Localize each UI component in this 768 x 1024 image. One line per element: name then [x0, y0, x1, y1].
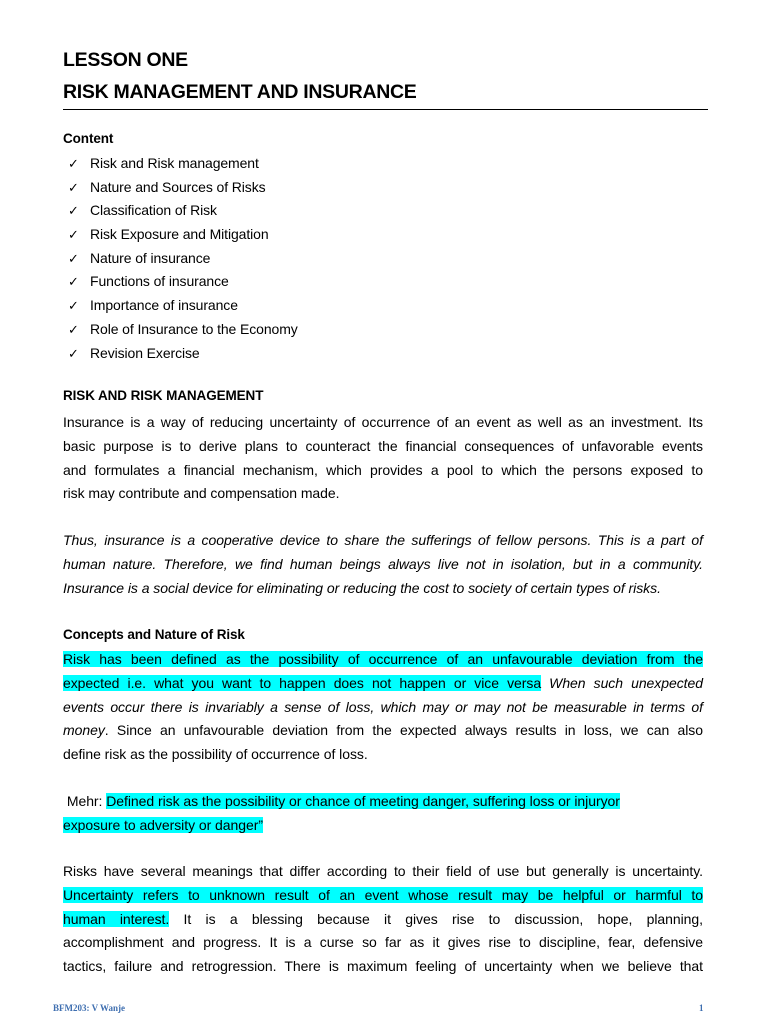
content-list [68, 152, 298, 365]
check-icon: ✓ [68, 345, 79, 361]
highlighted-text: Risk has been defined as the possibility of occurrence of an unfavourable deviation from the [63, 651, 703, 667]
text-span: It is a blessing because it gives rise to discussion, hope, planning, [169, 910, 703, 927]
paragraph-insurance-definition [63, 411, 703, 506]
highlighted-text: Uncertainty refers to unknown result of an event whose result may be helpful or harmful to [63, 886, 703, 903]
footer-page-number: 1 [699, 1003, 704, 1013]
footer-course-author: BFM203: V Wanje [53, 1003, 126, 1013]
italic-text: When such unexpected [541, 674, 703, 691]
content-list-item [68, 318, 298, 342]
highlighted-text: expected i.e. what you want to happen does not happen or vice versa [63, 674, 542, 691]
text-line [63, 814, 703, 838]
text-line: basic purpose is to derive plans to counteract the financial consequences of unfavorable events [63, 437, 703, 454]
content-list-item [68, 152, 298, 176]
content-list-item-label: Nature and Sources of Risks [90, 178, 266, 195]
content-list-item-label: Risk Exposure and Mitigation [90, 226, 269, 243]
content-list-item [68, 223, 298, 247]
paragraph-mehr-definition [63, 790, 703, 838]
text-line [63, 719, 703, 743]
content-list-item-label: Role of Insurance to the Economy [90, 320, 298, 337]
content-list-item [68, 294, 298, 318]
text-line: risk may contribute and compensation made. [63, 485, 340, 502]
content-heading: Content [63, 131, 114, 146]
text-line [63, 790, 703, 814]
paragraph-cooperative-device [63, 529, 703, 600]
check-icon: ✓ [68, 156, 79, 171]
highlighted-text: human interest. [63, 910, 170, 927]
check-icon: ✓ [68, 274, 79, 290]
text-span: Mehr: [63, 793, 107, 809]
check-icon: ✓ [68, 179, 79, 195]
italic-text: money [63, 722, 105, 739]
text-line [63, 884, 703, 908]
highlighted-text: Defined risk as the possibility or chance of meeting danger, suffering loss or injuryor [106, 793, 620, 809]
content-list-item [68, 176, 298, 200]
content-list-item [68, 342, 298, 366]
content-list-item-label: Importance of insurance [90, 297, 238, 314]
text-line: Insurance is a way of reducing uncertainty of occurrence of an event as well as an investment. Its [63, 414, 703, 430]
content-list-item-label: Revision Exercise [90, 344, 200, 361]
text-line: Thus, insurance is a cooperative device to share the sufferings of fellow persons. This is a part of [63, 532, 703, 548]
lesson-title: RISK MANAGEMENT AND INSURANCE [63, 81, 417, 103]
content-list-item-label: Functions of insurance [90, 273, 229, 290]
text-line: Risks have several meanings that differ according to their field of use but generally is uncertainty. [63, 863, 703, 879]
content-list-item [68, 270, 298, 294]
text-line: events occur there is invariably a sense of loss, which may or may not be measurable in terms of [63, 698, 703, 715]
content-list-item-label: Classification of Risk [90, 202, 217, 219]
section-heading-concepts: Concepts and Nature of Risk [63, 627, 245, 642]
text-span: . Since an unfavourable deviation from the expected always results in loss, we can also [104, 722, 703, 739]
check-icon: ✓ [68, 227, 79, 243]
paragraph-uncertainty [63, 860, 703, 979]
text-line: human nature. Therefore, we find human beings always live not in isolation, but in a community. [63, 555, 703, 572]
highlighted-text: exposure to adversity or danger” [63, 816, 263, 833]
text-line: and formulates a financial mechanism, which provides a pool to which the persons exposed to [63, 461, 703, 478]
title-block [63, 44, 708, 108]
text-line: accomplishment and progress. It is a curse so far as it gives rise to discipline, fear, defensive [63, 934, 703, 951]
text-line: define risk as the possibility of occurrence of loss. [63, 746, 368, 763]
text-line [63, 908, 703, 932]
content-list-item-label: Nature of insurance [90, 249, 211, 266]
check-icon: ✓ [68, 321, 79, 337]
title-divider [63, 109, 708, 110]
text-line: tactics, failure and retrogression. There is maximum feeling of uncertainty when we believe that [63, 958, 703, 975]
text-line [63, 648, 703, 672]
content-list-item [68, 247, 298, 271]
content-list-item [68, 199, 298, 223]
lesson-label: LESSON ONE [63, 49, 188, 71]
section-heading-risk-management: RISK AND RISK MANAGEMENT [63, 388, 264, 403]
check-icon: ✓ [68, 298, 79, 314]
paragraph-risk-definition [63, 648, 703, 767]
check-icon: ✓ [68, 203, 79, 219]
content-list-item-label: Risk and Risk management [90, 155, 259, 171]
text-line [63, 672, 703, 696]
text-line: Insurance is a social device for eliminating or reducing the cost to society of certain types of risks. [63, 579, 661, 596]
check-icon: ✓ [68, 250, 79, 266]
